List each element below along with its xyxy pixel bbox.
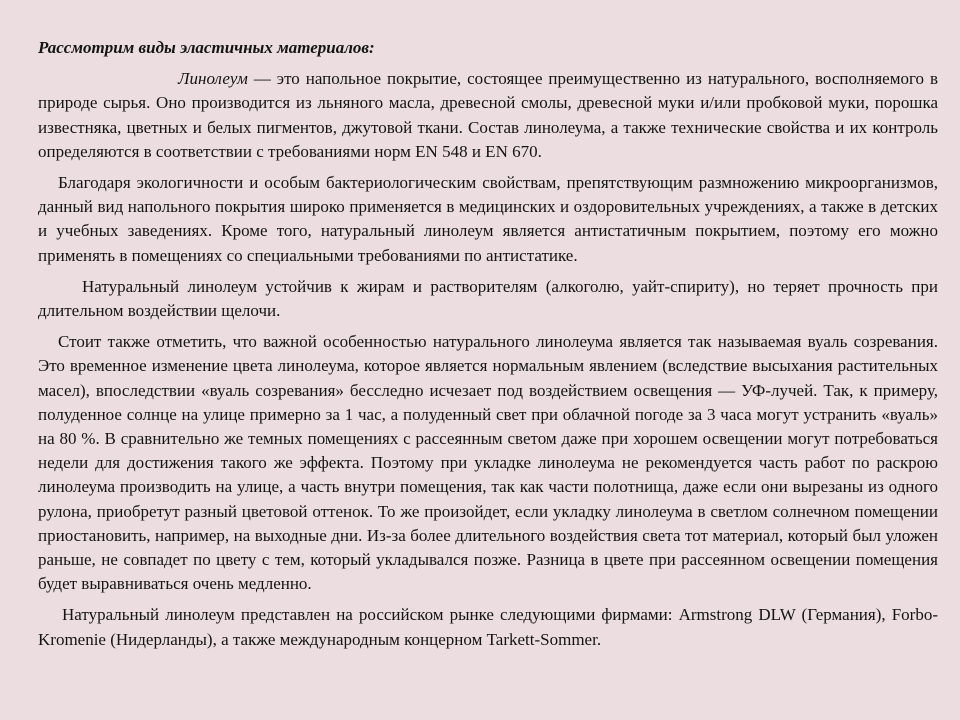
paragraph-linoleum-definition — [38, 67, 938, 164]
slide-content — [38, 36, 938, 659]
paragraph-ecology: Благодаря экологичности и особым бактериологическим свойствам, препятствующим размножению микроорганизмов, данный вид напольного покрытия широко применяется в медицинских и оздоровительных учреждениях, а также в детских и учебных заведениях. Кроме того, натуральный линолеум является антистатичным покрытием, поэтому его можно применять в помещениях со специальными требованиями по антистатике. — [38, 173, 938, 265]
slide-heading: Рассмотрим виды эластичных материалов: — [38, 38, 375, 57]
paragraph-maturation-veil: Стоит также отметить, что важной особенностью натурального линолеума является так называемая вуаль созревания. Это временное изменение цвета линолеума, которое является нормальным явлением (вследствие высыхания растительных масел), впоследствии «вуаль созревания» бесследно исчезает под воздействием освещения — УФ-лучей. Так, к примеру, полуденное солнце на улице примерно за 1 час, а полуденный свет при облачной погоде за 3 часа могут устранить «вуаль» на 80 %. В сравнительно же темных помещениях с рассеянным светом даже при хорошем освещении могут потребоваться недели для достижения такого же эффекта. Поэтому при укладке линолеума не рекомендуется часть работ по раскрою линолеума производить на улице, а часть внутри помещения, так как части полотнища, даже если они вырезаны из одного рулона, приобретут разный цветовой оттенок. То же произойдет, если укладку линолеума в светлом солнечном помещении приостановить, например, на выходные дни. Из-за более длительного воздействия света тот материал, который был уложен раньше, не совпадет по цвету с тем, который укладывался позже. Разница в цвете при рассеянном освещении помещения будет выравниваться очень медленно. — [38, 332, 938, 594]
paragraph-linoleum-definition-text: — это напольное покрытие, состоящее преимущественно из натурального, восполняемого в природе сырья. Оно производится из льняного масла, древесной смолы, древесной муки и/или пробковой муки, порошка известняка, цветных и белых пигментов, джутовой ткани. Состав линолеума, а также технические свойства и их контроль определяются в соответствии с требованиями норм EN 548 и EN 670. — [38, 69, 938, 161]
paragraph-manufacturers: Натуральный линолеум представлен на российском рынке следующими фирмами: Armstrong DLW (Германия), Forbo-Kromenie (Нидерланды), а также международным концерном Tarkett-Sommer. — [38, 605, 938, 649]
term-linoleum: Линолеум — [178, 69, 248, 89]
paragraph-resistance: Натуральный линолеум устойчив к жирам и растворителям (алкоголю, уайт-спириту), но теряет прочность при длительном воздействии щелочи. — [38, 276, 938, 321]
